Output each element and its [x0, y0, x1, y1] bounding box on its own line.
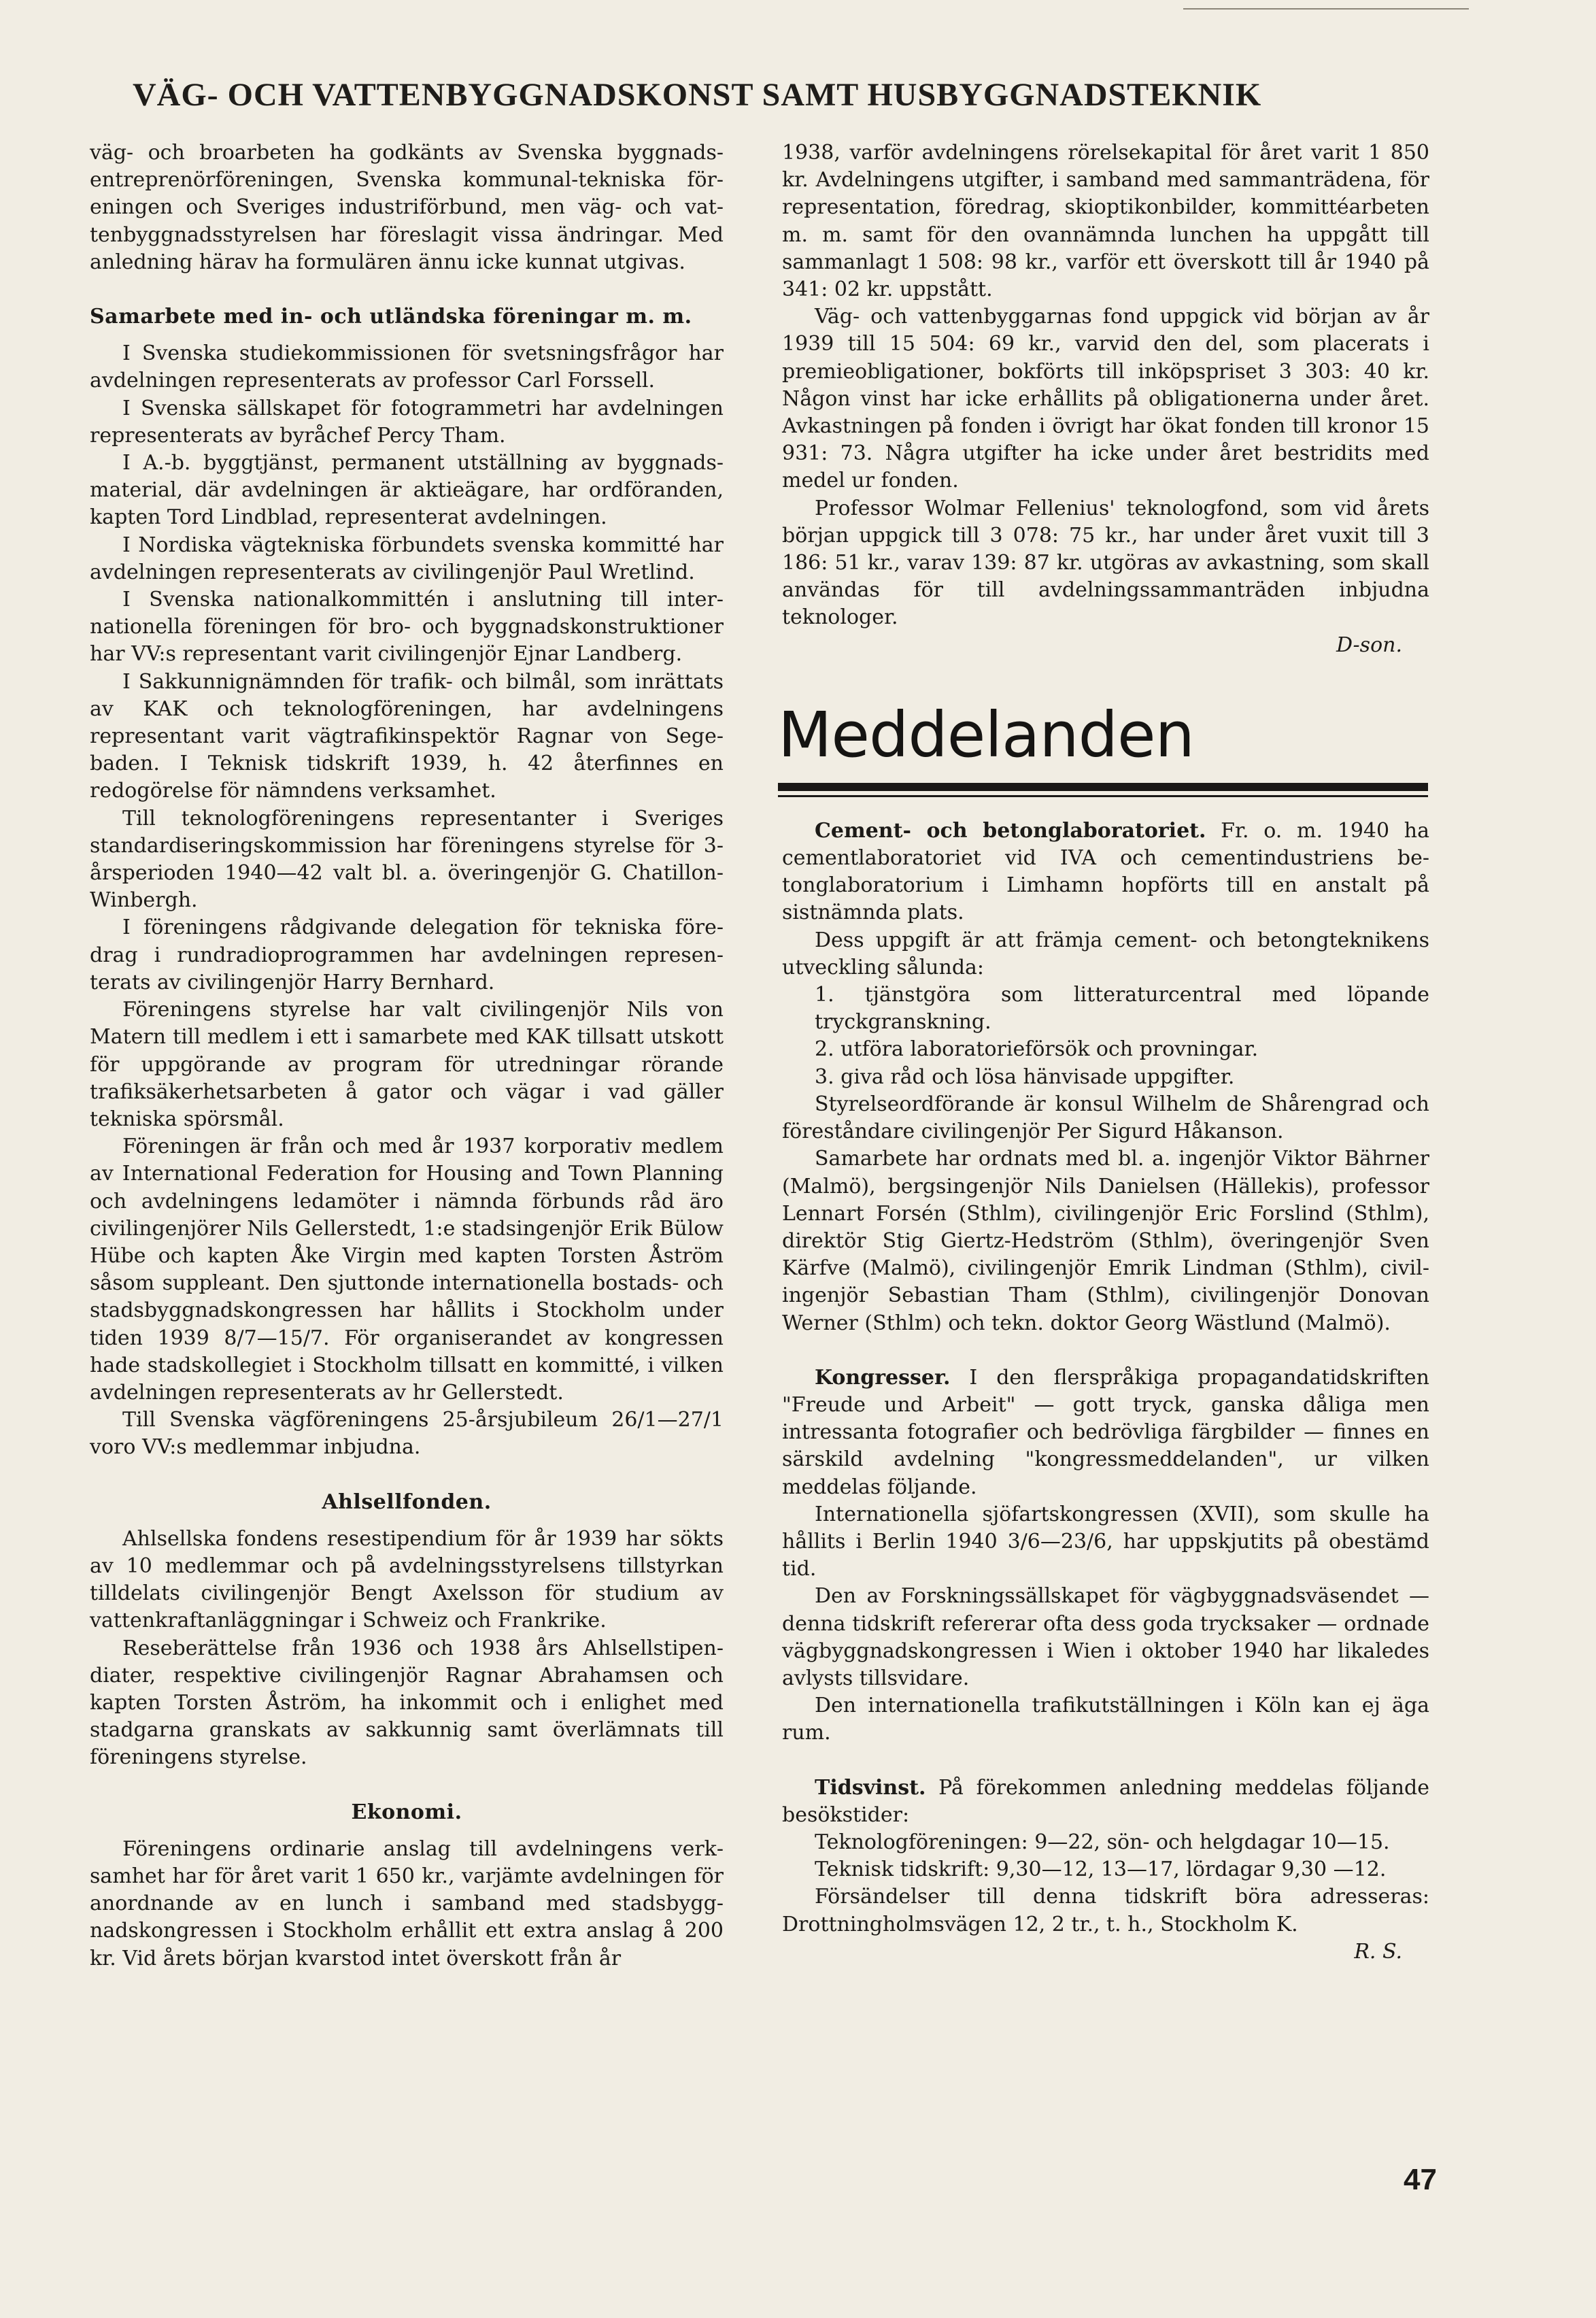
paragraph-text: På förekommen anledning meddelas följande besökstider:	[782, 1775, 1429, 1827]
page-number: 47	[1404, 2163, 1437, 2196]
paragraph: Till teknologföreningens representanter i Sveriges standardiseringskommission har föreningens styrelse för 3-årsperioden 1940—42 valt bl. a. överingenjör G. Chatillon-Winbergh.	[90, 806, 724, 913]
paragraph: Den av Forskningssällskapet för vägbyggnadsväsendet — denna tidskrift refererar ofta dess goda trycksaker — ordnade vägbyggnadskongressen i Wien i oktober 1940 har likaledes avlysts tillsvidare.	[782, 1584, 1429, 1690]
paragraph: I föreningens rådgivande delegation för tekniska föredrag i rundradioprogrammen har avdelningen representerats av civilingenjör Harry Bernhard.	[90, 916, 724, 994]
paragraph: Internationella sjöfartskongressen (XVII), som skulle ha hållits i Berlin 1940 3/6—23/6, har uppskjutits på obestämd tid.	[782, 1502, 1429, 1581]
paragraph: Föreningen är från och med år 1937 korporativ medlem av International Federation for Housing and Town Planning och avdelningens ledamöter i nämnda förbunds råd äro civilingenjörer Nils Gellerstedt, 1:e stadsingenjör Erik Bülow Hübe och kapten Åke Virgin med kapten Torsten Åström såsom suppleant. Den sjuttonde internationella bostads- och stadsbyggnadskongressen har hållits i Stockholm under tiden 1939 8/7—15/7. För organiserandet av kongressen hade stadskollegiet i Stockholm tillsatt en kommitté, i vilken avdelningen representerats av hr Gellerstedt.	[90, 1135, 724, 1405]
paragraph: Teknisk tidskrift: 9,30—12, 13—17, lördagar 9,30 —12.	[815, 1858, 1387, 1882]
paragraph: I Svenska nationalkommittén i anslutning till internationella föreningen för bro- och byggnadskonstruktioner har VV:s representant varit civilingenjör Ejnar Landberg.	[90, 588, 724, 667]
section-heading-samarbete: Samarbete med in- och utländska föreningar m. m.	[90, 305, 692, 329]
section-title-meddelanden: Meddelanden	[778, 698, 1194, 771]
signature: R. S.	[1354, 1939, 1402, 1964]
paragraph: Teknologföreningen: 9—22, sön- och helgdagar 10—15.	[815, 1830, 1390, 1854]
paragraph: 1938, varför avdelningens rörelsekapital för året varit 1 850 kr. Avdelningens utgifter, i samband med sammanträdena, för representation, föredrag, skioptikonbilder, kommittéarbeten m. m. samt för den ovannämnda lunchen ha uppgått till sammanlagt 1 508: 98 kr., varför ett överskott till år 1940 på 341: 02 kr. uppstått.	[782, 141, 1429, 302]
paragraph: Dess uppgift är att främja cement- och betongteknikens utveckling sålunda:	[782, 928, 1429, 979]
paragraph: I Svenska studiekommissionen för svetsningsfrågor har avdelningen representerats av professor Carl Forssell.	[90, 341, 724, 393]
paragraph: Den internationella trafikutställningen i Köln kan ej äga rum.	[782, 1694, 1429, 1745]
paragraph	[782, 1775, 1429, 1829]
paragraph: Reseberättelse från 1936 och 1938 års Ahlsellstipendiater, respektive civilingenjör Ragnar Abrahamsen och kapten Torsten Åström, ha inkommit och i enlighet med stadgarna granskats av sakkunnig samt överlämnats till föreningens styrelse.	[90, 1636, 724, 1770]
section-heading-ekonomi: Ekonomi.	[351, 1800, 462, 1824]
left-column	[90, 139, 724, 1972]
paragraph: Föreningens ordinarie anslag till avdelningens verksamhet har för året varit 1 650 kr., varjämte avdelningen för anordnande av en lunch i samband med stadsbyggnadskongressen i Stockholm erhållit ett extra anslag å 200 kr. Vid årets början kvarstod intet överskott från år	[90, 1836, 724, 1970]
run-in-heading: Kongresser.	[815, 1365, 951, 1390]
paragraph: Samarbete har ordnats med bl. a. ingenjör Viktor Bährner (Malmö), bergsingenjör Nils Danielsen (Hällekis), professor Lennart Forsén (Sthlm), civilingenjör Eric Forslind (Sthlm), direktör Stig Giertz-Hedström (Sthlm), överingenjör Sven Kärfve (Malmö), civilingenjör Emrik Lindman (Sthlm), civilingenjör Sebastian Tham (Sthlm), civilingenjör Donovan Werner (Sthlm) och tekn. doktor Georg Wästlund (Malmö).	[782, 1147, 1429, 1335]
paragraph: Föreningens styrelse har valt civilingenjör Nils von Matern till medlem i ett i samarbete med KAK tillsatt utskott för uppgörande av program för utredningar rörande trafiksäkerhetsarbeten å gator och vägar i vad gäller tekniska spörsmål.	[90, 998, 724, 1131]
list-item: 1. tjänstgöra som litteraturcentral med löpande tryckgranskning.	[815, 983, 1429, 1035]
right-column	[778, 139, 1429, 1966]
page-header: VÄG- OCH VATTENBYGGNADSKONST SAMT HUSBYGGNADSTEKNIK	[133, 77, 1262, 113]
paragraph: Styrelseordförande är konsul Wilhelm de Shårengrad och föreståndare civilingenjör Per Sigurd Håkanson.	[782, 1092, 1429, 1144]
run-in-heading: Tidsvinst.	[815, 1775, 926, 1800]
signature: D-son.	[1336, 633, 1402, 657]
paragraph: I Nordiska vägtekniska förbundets svenska kommitté har avdelningen representerats av civilingenjör Paul Wretlind.	[90, 533, 724, 584]
top-edge-rule	[1183, 8, 1469, 10]
list-item: 2. utföra laboratorieförsök och provningar.	[815, 1037, 1259, 1062]
paragraph: I Sakkunnignämnden för trafik- och bilmål, som inrättats av KAK och teknologföreningen, har avdelningens representant varit vägtrafikinspektör Ragnar von Segebaden. I Teknisk tidskrift 1939, h. 42 återfinnes en redogörelse för nämndens verksamhet.	[90, 669, 724, 803]
paragraph: väg- och broarbeten ha godkänts av Svenska byggnadsentreprenörföreningen, Svenska kommunal-tekniska föreningen och Sveriges industriförbund, men väg- och vattenbyggnadsstyrelsen har föreslagit vissa ändringar. Med anledning härav ha formulären ännu icke kunnat utgivas.	[90, 141, 724, 274]
run-in-heading: Cement- och betonglaboratoriet.	[815, 818, 1206, 843]
paragraph	[782, 1364, 1429, 1501]
paragraph	[782, 818, 1429, 927]
paragraph: Professor Wolmar Fellenius' teknologfond, som vid årets början uppgick till 3 078: 75 kr., har under året vuxit till 3 186: 51 kr., varav 139: 87 kr. utgöras av avkastning, som skall användas för till avdelningssammanträden inbjudna teknologer.	[782, 496, 1429, 630]
divider-thick	[778, 783, 1428, 791]
paragraph: Ahlsellska fondens resestipendium för år 1939 har sökts av 10 medlemmar och på avdelningsstyrelsens tillstyrkan tilldelats civilingenjör Bengt Axelsson för studium av vattenkraftanläggningar i Schweiz och Frankrike.	[90, 1526, 724, 1633]
paragraph: Försändelser till denna tidskrift böra adresseras: Drottningholmsvägen 12, 2 tr., t. h., Stockholm K.	[782, 1885, 1429, 1936]
paragraph-text: Fr. o. m. 1940 ha cementlaboratoriet vid IVA och cementindustriens betonglaboratorium i Limhamn hopförts till en anstalt på sistnämnda plats.	[782, 818, 1429, 925]
paragraph: Till Svenska vägföreningens 25-årsjubileum 26/1—27/1 voro VV:s medlemmar inbjudna.	[90, 1408, 724, 1460]
paragraph-text: I den flerspråkiga propagandatidskriften "Freude und Arbeit" — gott tryck, ganska dåliga men intressanta fotografier och bedrövliga färgbilder — finnes en särskild avdelning "kongressmeddelanden", ur vilken meddelas följande.	[782, 1365, 1429, 1499]
paragraph: Väg- och vattenbyggarnas fond uppgick vid början av år 1939 till 15 504: 69 kr., varvid den del, som placerats i premieobligationer, bokförts till inköpspriset 3 303: 40 kr. Någon vinst har icke erhållits på obligationerna under året. Avkastningen på fonden i övrigt har ökat fonden till kronor 15 931: 73. Några utgifter ha icke under året bestridits med medel ur fonden.	[782, 305, 1429, 493]
list-item: 3. giva råd och lösa hänvisade uppgifter.	[815, 1064, 1235, 1089]
section-heading-ahlsellfonden: Ahlsellfonden.	[322, 1490, 492, 1514]
paragraph: I Svenska sällskapet för fotogrammetri har avdelningen representerats av byråchef Percy Tham.	[90, 396, 724, 448]
paragraph: I A.-b. byggtjänst, permanent utställning av byggnadsmaterial, där avdelningen är aktieägare, har ordföranden, kapten Tord Lindblad, representerat avdelningen.	[90, 451, 724, 530]
